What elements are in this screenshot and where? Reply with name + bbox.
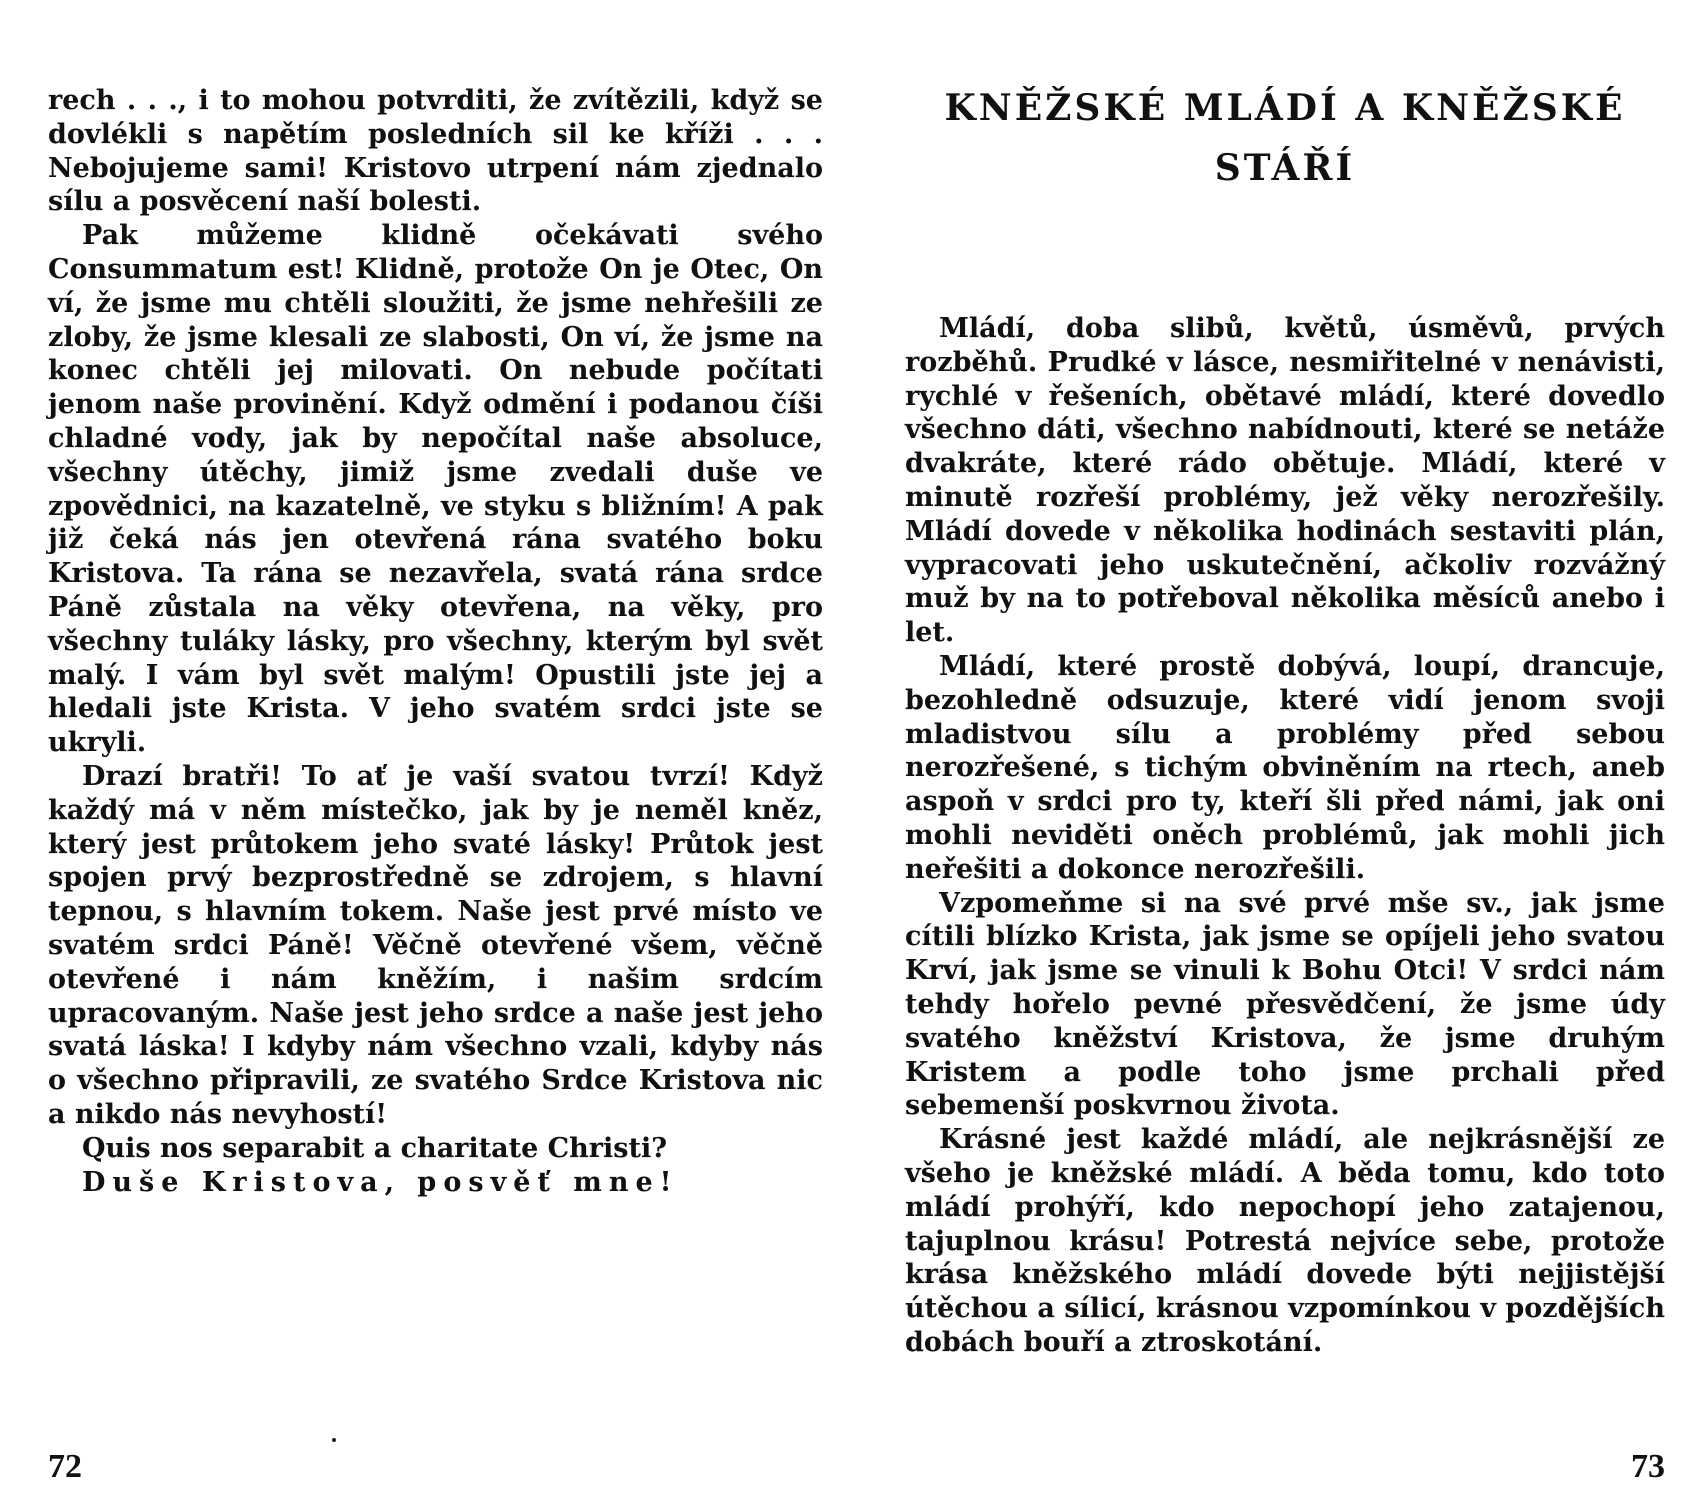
- left-page: [48, 0, 823, 1500]
- right-paragraph-4: Krásné jest každé mládí, ale nejkrásnější ze všeho je kněžské mládí. A běda tomu, kdo toto mládí prohýří, kdo nepochopí jeho zatajenou, tajuplnou krásu! Potrestá nejvíce sebe, protože krása kněžského mládí dovede býti nejjistější útěchou a sílicí, krásnou vzpomínkou v pozdějších dobách bouří a ztroskotání.: [905, 1124, 1665, 1358]
- closing-prayer: Duše Kristova, posvěť mne!: [82, 1166, 679, 1198]
- right-page-text: [905, 312, 1665, 1360]
- page-number-right: 73: [1631, 1448, 1665, 1485]
- right-paragraph-1: Mládí, doba slibů, květů, úsměvů, prvých rozběhů. Prudké v lásce, nesmiřitelné v nenávisti, rychlé v řešeních, obětavé mládí, které dovedlo všechno dáti, všechno nabídnouti, které se netáže dvakráte, které rádo obětuje. Mládí, které v minutě rozřeší problémy, jež věky nerozřešily. Mládí dovede v několika hodinách sestaviti plán, vypracovati jeho uskutečnění, ačkoliv rozvážný muž by na to potřeboval několika měsíců anebo i let.: [905, 313, 1665, 649]
- page-number-left: 72: [48, 1448, 82, 1485]
- latin-quote: Quis nos separabit a charitate Christi?: [82, 1132, 668, 1164]
- left-paragraph-2: Pak můžeme klidně očekávati svého Consummatum est! Klidně, protože On je Otec, On ví, že jsme mu chtěli sloužiti, že jsme nehřešili ze zloby, že jsme klesali ze slabosti, On ví, že jsme na konec chtěli jej milovati. On nebude počítati jenom naše provinění. Když odmění i podanou číši chladné vody, jak by nepočítal naše absoluce, všechny útěchy, jimiž jsme zvedali duše ve zpovědnici, na kazatelně, ve styku s bližním! A pak již čeká nás jen otevřená rána svatého boku Kristova. Ta rána se nezavřela, svatá rána srdce Páně zůstala na věky otevřena, na věky, pro všechny tuláky lásky, pro všechny, kterým byl svět malý. I vám byl svět malým! Opustili jste jej a hledali jste Krista. V jeho svatém srdci jste se ukryli.: [48, 220, 823, 759]
- right-paragraph-3: Vzpomeňme si na své prvé mše sv., jak jsme cítili blízko Krista, jak jsme se opíjeli jeho svatou Krví, jak jsme se vinuli k Bohu Otci! V srdci nám tehdy hořelo pevné přesvědčení, že jsme údy svatého kněžství Kristova, že jsme druhým Kristem a podle toho jsme prchali před sebemenší poskvrnou života.: [905, 887, 1665, 1122]
- print-speck: [332, 1438, 336, 1442]
- left-page-text: [48, 84, 823, 1199]
- right-page: [905, 0, 1665, 1500]
- left-paragraph-1: rech . . ., i to mohou potvrditi, že zvítězili, když se dovlékli s napětím posledních sil ke kříži . . . Nebojujeme sami! Kristovo utrpení nám zjednalo sílu a posvěcení naší bolesti.: [48, 85, 823, 218]
- chapter-title-line-2: STÁŘÍ: [1214, 147, 1356, 189]
- chapter-title-line-1: KNĚŽSKÉ MLÁDÍ A KNĚŽSKÉ: [944, 87, 1626, 129]
- chapter-title: [905, 78, 1665, 198]
- right-paragraph-2: Mládí, které prostě dobývá, loupí, drancuje, bezohledně odsuzuje, které vidí jenom svoji mladistvou sílu a problémy před sebou nerozřešené, s tichým obviněním na rtech, aneb aspoň v srdci pro ty, kteří šli před námi, jak oni mohli neviděti oněch problémů, jak mohli jich neřešiti a dokonce nerozřešili.: [905, 650, 1665, 885]
- left-paragraph-3: Drazí bratři! To ať je vaší svatou tvrzí! Když každý má v něm místečko, jak by je neměl kněz, který jest průtokem jeho svaté lásky! Průtok jest spojen prvý bezprostředně se zdrojem, s hlavní tepnou, s hlavním tokem. Naše jest prvé místo ve svatém srdci Páně! Věčně otevřené všem, věčně otevřené i nám kněžím, i našim srdcím upracovaným. Naše jest jeho srdce a naše jest jeho svatá láska! I kdyby nám všechno vzali, kdyby nás o všechno připravili, ze svatého Srdce Kristova nic a nikdo nás nevyhostí!: [48, 760, 823, 1130]
